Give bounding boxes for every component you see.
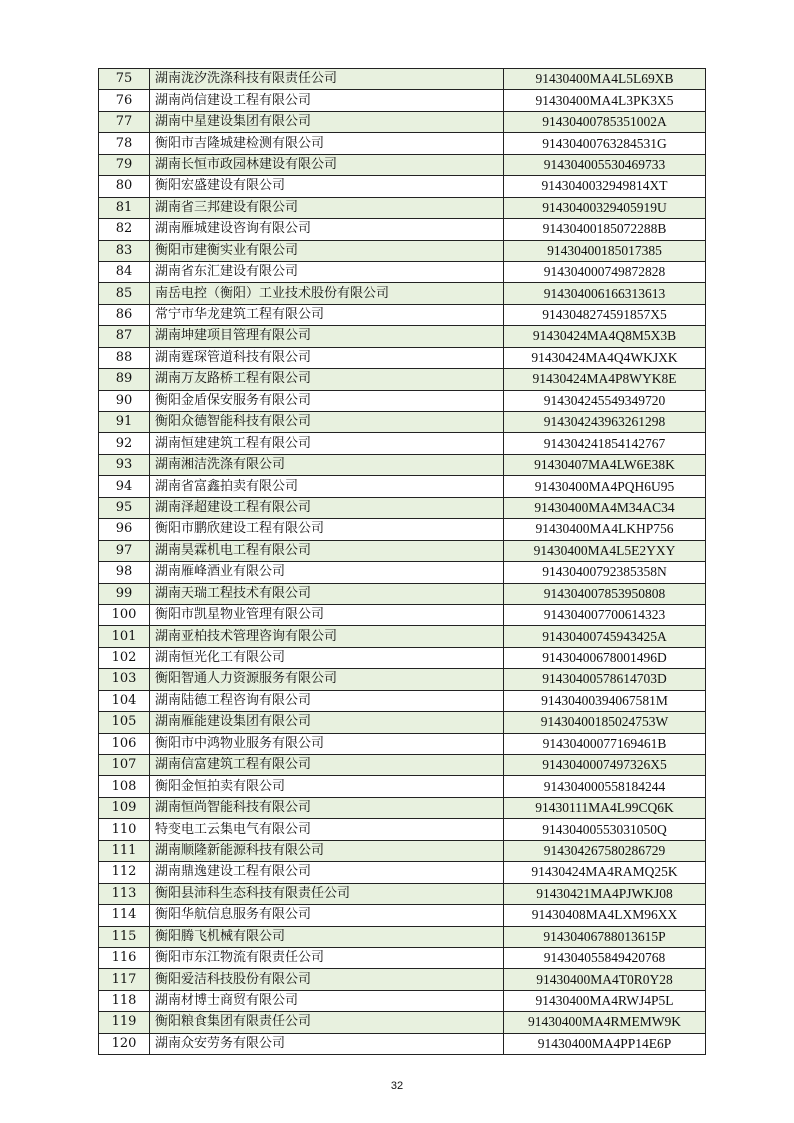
credit-code: 91430400745943425A xyxy=(504,626,706,647)
table-row xyxy=(99,819,706,840)
credit-code: 91430400MA4T0R0Y28 xyxy=(504,969,706,990)
company-name: 湖南众安劳务有限公司 xyxy=(150,1033,504,1054)
credit-code: 91430400185024753W xyxy=(504,712,706,733)
credit-code: 91430406788013615P xyxy=(504,926,706,947)
credit-code: 91430400785351002A xyxy=(504,111,706,132)
company-name: 湖南鼎逸建设工程有限公司 xyxy=(150,862,504,883)
company-name: 衡阳众德智能科技有限公司 xyxy=(150,412,504,433)
credit-code: 9143048274591857X5 xyxy=(504,304,706,325)
table-row xyxy=(99,433,706,454)
table-row xyxy=(99,197,706,218)
credit-code: 914304000749872828 xyxy=(504,261,706,282)
company-name: 衡阳智通人力资源服务有限公司 xyxy=(150,669,504,690)
table-row xyxy=(99,755,706,776)
row-number: 83 xyxy=(99,240,150,261)
credit-code: 91430400185017385 xyxy=(504,240,706,261)
credit-code: 91430400763284531G xyxy=(504,133,706,154)
row-number: 99 xyxy=(99,583,150,604)
credit-code: 914304241854142767 xyxy=(504,433,706,454)
row-number: 114 xyxy=(99,905,150,926)
page-number: 32 xyxy=(390,1080,404,1092)
table-row xyxy=(99,154,706,175)
credit-code: 91430111MA4L99CQ6K xyxy=(504,797,706,818)
table-row xyxy=(99,111,706,132)
row-number: 104 xyxy=(99,690,150,711)
row-number: 115 xyxy=(99,926,150,947)
company-name: 湖南材博士商贸有限公司 xyxy=(150,990,504,1011)
table-row xyxy=(99,412,706,433)
company-table-body xyxy=(99,69,706,1055)
credit-code: 91430424MA4Q8M5X3B xyxy=(504,326,706,347)
row-number: 118 xyxy=(99,990,150,1011)
table-row xyxy=(99,240,706,261)
company-name: 湖南雁能建设集团有限公司 xyxy=(150,712,504,733)
company-name: 衡阳华航信息服务有限公司 xyxy=(150,905,504,926)
credit-code: 914304005530469733 xyxy=(504,154,706,175)
credit-code: 91430400678001496D xyxy=(504,647,706,668)
company-name: 湖南顺隆新能源科技有限公司 xyxy=(150,840,504,861)
row-number: 103 xyxy=(99,669,150,690)
table-row xyxy=(99,776,706,797)
table-row xyxy=(99,647,706,668)
row-number: 80 xyxy=(99,176,150,197)
table-row xyxy=(99,176,706,197)
table-row xyxy=(99,583,706,604)
row-number: 96 xyxy=(99,519,150,540)
table-row xyxy=(99,969,706,990)
row-number: 109 xyxy=(99,797,150,818)
table-row xyxy=(99,326,706,347)
credit-code: 91430400792385358N xyxy=(504,562,706,583)
row-number: 101 xyxy=(99,626,150,647)
company-name: 湖南恒光化工有限公司 xyxy=(150,647,504,668)
credit-code: 9143040007497326X5 xyxy=(504,755,706,776)
credit-code: 914304006166313613 xyxy=(504,283,706,304)
table-row xyxy=(99,69,706,90)
table-row xyxy=(99,133,706,154)
company-name: 湖南信富建筑工程有限公司 xyxy=(150,755,504,776)
company-name: 湖南恒尚智能科技有限公司 xyxy=(150,797,504,818)
table-row xyxy=(99,1012,706,1033)
row-number: 110 xyxy=(99,819,150,840)
credit-code: 91430400077169461B xyxy=(504,733,706,754)
credit-code: 91430400MA4L5L69XB xyxy=(504,69,706,90)
table-row xyxy=(99,454,706,475)
company-name: 湖南省富鑫拍卖有限公司 xyxy=(150,476,504,497)
credit-code: 91430400553031050Q xyxy=(504,819,706,840)
table-row xyxy=(99,712,706,733)
company-name: 湖南湘洁洗涤有限公司 xyxy=(150,454,504,475)
table-row xyxy=(99,283,706,304)
row-number: 112 xyxy=(99,862,150,883)
row-number: 111 xyxy=(99,840,150,861)
table-row xyxy=(99,497,706,518)
table-row xyxy=(99,476,706,497)
row-number: 98 xyxy=(99,562,150,583)
credit-code: 91430400MA4PQH6U95 xyxy=(504,476,706,497)
table-row xyxy=(99,219,706,240)
row-number: 93 xyxy=(99,454,150,475)
table-row xyxy=(99,990,706,1011)
company-name: 衡阳市中鸿物业服务有限公司 xyxy=(150,733,504,754)
table-row xyxy=(99,347,706,368)
credit-code: 91430424MA4RAMQ25K xyxy=(504,862,706,883)
company-name: 湖南省东汇建设有限公司 xyxy=(150,261,504,282)
row-number: 107 xyxy=(99,755,150,776)
credit-code: 91430400578614703D xyxy=(504,669,706,690)
table-row xyxy=(99,926,706,947)
table-row xyxy=(99,562,706,583)
row-number: 88 xyxy=(99,347,150,368)
row-number: 102 xyxy=(99,647,150,668)
credit-code: 91430407MA4LW6E38K xyxy=(504,454,706,475)
table-row xyxy=(99,862,706,883)
company-name: 湖南霆琛管道科技有限公司 xyxy=(150,347,504,368)
row-number: 120 xyxy=(99,1033,150,1054)
row-number: 77 xyxy=(99,111,150,132)
row-number: 95 xyxy=(99,497,150,518)
table-row xyxy=(99,947,706,968)
table-row xyxy=(99,261,706,282)
table-row xyxy=(99,519,706,540)
company-name: 衡阳金盾保安服务有限公司 xyxy=(150,390,504,411)
credit-code: 91430424MA4Q4WKJXK xyxy=(504,347,706,368)
table-row xyxy=(99,369,706,390)
company-name: 常宁市华龙建筑工程有限公司 xyxy=(150,304,504,325)
row-number: 90 xyxy=(99,390,150,411)
row-number: 94 xyxy=(99,476,150,497)
company-name: 衡阳市建衡实业有限公司 xyxy=(150,240,504,261)
table-row xyxy=(99,604,706,625)
table-row xyxy=(99,690,706,711)
credit-code: 91430400MA4M34AC34 xyxy=(504,497,706,518)
company-name: 湖南恒建建筑工程有限公司 xyxy=(150,433,504,454)
credit-code: 91430400185072288B xyxy=(504,219,706,240)
row-number: 108 xyxy=(99,776,150,797)
row-number: 113 xyxy=(99,883,150,904)
company-name: 湖南中星建设集团有限公司 xyxy=(150,111,504,132)
row-number: 82 xyxy=(99,219,150,240)
credit-code: 914304007700614323 xyxy=(504,604,706,625)
credit-code: 91430424MA4P8WYK8E xyxy=(504,369,706,390)
company-name: 湖南省三邦建设有限公司 xyxy=(150,197,504,218)
credit-code: 914304245549349720 xyxy=(504,390,706,411)
credit-code: 91430408MA4LXM96XX xyxy=(504,905,706,926)
company-name: 衡阳市鹏欣建设工程有限公司 xyxy=(150,519,504,540)
row-number: 116 xyxy=(99,947,150,968)
credit-code: 91430400MA4RMEMW9K xyxy=(504,1012,706,1033)
credit-code: 91430400MA4RWJ4P5L xyxy=(504,990,706,1011)
row-number: 92 xyxy=(99,433,150,454)
company-name: 衡阳金恒拍卖有限公司 xyxy=(150,776,504,797)
table-row xyxy=(99,1033,706,1054)
company-name: 湖南泽超建设工程有限公司 xyxy=(150,497,504,518)
row-number: 106 xyxy=(99,733,150,754)
company-name: 特变电工云集电气有限公司 xyxy=(150,819,504,840)
company-name: 湖南雁城建设咨询有限公司 xyxy=(150,219,504,240)
row-number: 86 xyxy=(99,304,150,325)
table-row xyxy=(99,540,706,561)
credit-code: 91430400329405919U xyxy=(504,197,706,218)
table-row xyxy=(99,90,706,111)
company-name: 湖南陆德工程咨询有限公司 xyxy=(150,690,504,711)
company-name: 湖南亚柏技术管理咨询有限公司 xyxy=(150,626,504,647)
credit-code: 91430400MA4L5E2YXY xyxy=(504,540,706,561)
credit-code: 91430400MA4PP14E6P xyxy=(504,1033,706,1054)
company-name: 湖南坤建项目管理有限公司 xyxy=(150,326,504,347)
company-name: 湖南尚信建设工程有限公司 xyxy=(150,90,504,111)
company-name: 衡阳爱洁科技股份有限公司 xyxy=(150,969,504,990)
credit-code: 91430421MA4PJWKJ08 xyxy=(504,883,706,904)
row-number: 97 xyxy=(99,540,150,561)
credit-code: 914304243963261298 xyxy=(504,412,706,433)
row-number: 84 xyxy=(99,261,150,282)
row-number: 117 xyxy=(99,969,150,990)
company-name: 衡阳腾飞机械有限公司 xyxy=(150,926,504,947)
row-number: 76 xyxy=(99,90,150,111)
table-row xyxy=(99,905,706,926)
table-row xyxy=(99,883,706,904)
table-row xyxy=(99,626,706,647)
company-name: 南岳电控（衡阳）工业技术股份有限公司 xyxy=(150,283,504,304)
row-number: 79 xyxy=(99,154,150,175)
row-number: 81 xyxy=(99,197,150,218)
company-name: 衡阳县沛科生态科技有限责任公司 xyxy=(150,883,504,904)
row-number: 105 xyxy=(99,712,150,733)
credit-code: 914304267580286729 xyxy=(504,840,706,861)
row-number: 89 xyxy=(99,369,150,390)
table-row xyxy=(99,304,706,325)
credit-code: 91430400MA4L3PK3X5 xyxy=(504,90,706,111)
credit-code: 9143040032949814XT xyxy=(504,176,706,197)
row-number: 78 xyxy=(99,133,150,154)
company-name: 湖南雁峰酒业有限公司 xyxy=(150,562,504,583)
row-number: 85 xyxy=(99,283,150,304)
company-name: 衡阳市凯星物业管理有限公司 xyxy=(150,604,504,625)
row-number: 119 xyxy=(99,1012,150,1033)
credit-code: 914304007853950808 xyxy=(504,583,706,604)
credit-code: 914304055849420768 xyxy=(504,947,706,968)
company-name: 湖南长恒市政园林建设有限公司 xyxy=(150,154,504,175)
row-number: 100 xyxy=(99,604,150,625)
company-name: 衡阳粮食集团有限责任公司 xyxy=(150,1012,504,1033)
credit-code: 91430400MA4LKHP756 xyxy=(504,519,706,540)
company-name: 湖南昊霖机电工程有限公司 xyxy=(150,540,504,561)
table-row xyxy=(99,390,706,411)
company-table xyxy=(98,68,706,1055)
row-number: 91 xyxy=(99,412,150,433)
table-row xyxy=(99,733,706,754)
table-row xyxy=(99,797,706,818)
company-name: 湖南泷汐洗涤科技有限责任公司 xyxy=(150,69,504,90)
company-name: 衡阳市吉隆城建检测有限公司 xyxy=(150,133,504,154)
table-row xyxy=(99,840,706,861)
row-number: 87 xyxy=(99,326,150,347)
company-name: 衡阳市东江物流有限责任公司 xyxy=(150,947,504,968)
credit-code: 91430400394067581M xyxy=(504,690,706,711)
table-row xyxy=(99,669,706,690)
credit-code: 914304000558184244 xyxy=(504,776,706,797)
company-name: 湖南天瑞工程技术有限公司 xyxy=(150,583,504,604)
company-name: 衡阳宏盛建设有限公司 xyxy=(150,176,504,197)
row-number: 75 xyxy=(99,69,150,90)
company-name: 湖南万友路桥工程有限公司 xyxy=(150,369,504,390)
